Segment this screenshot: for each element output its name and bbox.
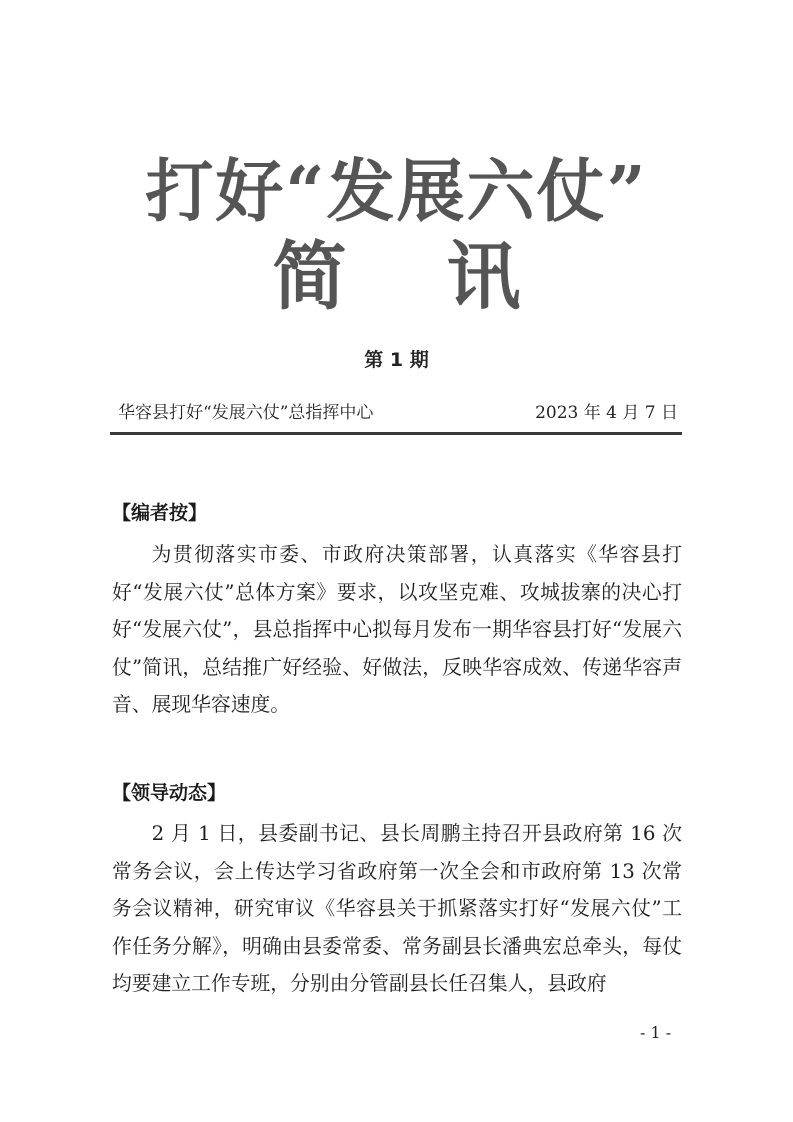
header-divider: [110, 432, 682, 435]
issue-number: 第 1 期: [364, 349, 429, 371]
masthead-title-line2: 简讯: [272, 234, 621, 320]
issuer-name: 华容县打好“发展六仗”总指挥中心: [118, 403, 374, 423]
masthead-title-line1: 打好“发展六仗”: [145, 152, 648, 232]
leadership-paragraph: 2 月 1 日，县委副书记、县长周鹏主持召开县政府第 16 次常务会议，会上传达学习省政府第一次全会和市政府第 13 次常务会议精神，研究审议《华容县关于抓紧落实打好“发展六仗”工作任务分解》，明确由县委常委、常务副县长潘典宏总牵头，每仗均要建立工作专班，分别由分管副县长任召集人，县政府: [112, 822, 682, 995]
editor-note-paragraph: 为贯彻落实市委、市政府决策部署，认真落实《华容县打好“发展六仗”总体方案》要求，以攻坚克难、攻城拔寨的决心打好“发展六仗”，县总指挥中心拟每月发布一期华容县打好“发展六仗”简讯，总结推广好经验、好做法，反映华容成效、传递华容声音、展现华容速度。: [112, 543, 682, 716]
page-number: - 1 -: [640, 1023, 672, 1042]
section-heading-editor-note: 【编者按】: [112, 502, 208, 524]
issue-date: 2023 年 4 月 7 日: [535, 403, 678, 423]
section-heading-leadership: 【领导动态】: [112, 782, 227, 804]
